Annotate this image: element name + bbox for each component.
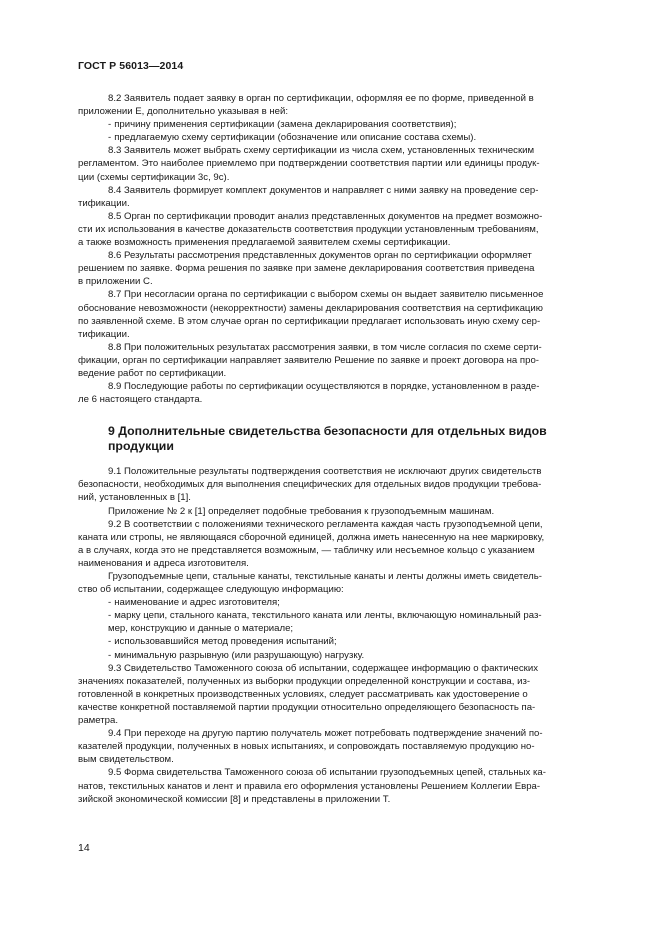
bullet-dash: - [108, 636, 112, 648]
list-item-text: наименование и адрес изготовителя; [114, 597, 280, 609]
list-item [78, 635, 616, 648]
bullet-dash: - [108, 119, 112, 131]
paragraph: Грузоподъемные цепи, стальные канаты, текстильные канаты и ленты должны иметь свидетель- ство об испытании, содержащее следующую информацию: [78, 571, 542, 596]
list-item [78, 609, 616, 635]
list-item-text: минимальную разрывную (или разрушающую) нагрузку. [114, 649, 365, 661]
list-item-text: использовавшийся метод проведения испытаний; [114, 636, 337, 648]
bullet-dash: - [108, 610, 112, 622]
section-8-body [78, 92, 616, 406]
paragraph: 9.5 Форма свидетельства Таможенного союза об испытании грузоподъемных цепей, стальных ка- натов, текстильных канатов и лент и правила его оформления установлены Решением Коллегии Евра- зийской экономической комиссии [8] и представлены в приложении Т. [78, 767, 546, 805]
document-header: ГОСТ Р 56013—2014 [78, 60, 184, 72]
paragraph: 8.7 При несогласии органа по сертификации с выбором схемы он выдает заявителю письменное обоснование невозможности (некорректности) замены декларирования соответствия на сертификацию по заявленной схеме. В этом случае орган по сертификации предлагает использовать иную схему сер- тификации. [78, 289, 544, 340]
bullet-dash: - [108, 132, 112, 144]
section-9-heading: 9 Дополнительные свидетельства безопасности для отдельных видов продукции [108, 424, 547, 454]
paragraph: 9.4 При переходе на другую партию получатель может потребовать подтверждение значений по- казателей продукции, полученных в новых испытаниях, и сопровождать поставляемую продукцию но- вым свидетельством. [78, 728, 543, 766]
paragraph: 9.1 Положительные результаты подтверждения соответствия не исключают других свидетельств безопасности, необходимых для выполнения специфических для отдельных видов продукции требова- ний, установленных в [1]. [78, 466, 542, 504]
bullet-dash: - [108, 597, 112, 609]
paragraph: 9.3 Свидетельство Таможенного союза об испытании, содержащее информацию о фактических значениях показателей, полученных из выборки продукции определенной конструкции и состава, из- готовленной в конкретных производственных условиях, следует рассматривать как удостоверение о качестве конкретной поставляемой партии продукции относительно определяющего безопасность па- раметра. [78, 662, 539, 727]
list-item [78, 596, 616, 609]
section-9-body [78, 465, 616, 805]
paragraph: 8.2 Заявитель подает заявку в орган по сертификации, оформляя ее по форме, приведенной в приложении Е, дополнительно указывая в ней: [78, 93, 534, 118]
document-body [78, 92, 616, 806]
paragraph: 8.4 Заявитель формирует комплект документов и направляет с ними заявку на проведение сер- тификации. [78, 184, 539, 209]
paragraph: 8.6 Результаты рассмотрения представленных документов орган по сертификации оформляет решением по заявке. Форма решения по заявке при замене декларирования соответствия приведена в приложении С. [78, 250, 535, 288]
paragraph: 9.2 В соответствии с положениями технического регламента каждая часть грузоподъемной цепи, каната или стропы, не являющаяся сборочной единицей, должна иметь нанесенную на нее маркировку, а в случаях, когда это не представляется возможным, — табличку или несъемное кольцо с указанием наименования и адреса изготовителя. [78, 518, 545, 569]
list-item-text: марку цепи, стального каната, текстильного каната или ленты, включающую номинальный раз- мер, конструкцию и данные о материале; [108, 610, 542, 635]
page-number: 14 [78, 842, 90, 854]
list-item-text: причину применения сертификации (замена декларирования соответствия); [114, 119, 457, 131]
paragraph: Приложение № 2 к [1] определяет подобные требования к грузоподъемным машинам. [108, 505, 495, 517]
list-item [78, 649, 616, 662]
paragraph: 8.9 Последующие работы по сертификации осуществляются в порядке, установленном в разде- ле 6 настоящего стандарта. [78, 381, 540, 406]
paragraph: 8.8 При положительных результатах рассмотрения заявки, в том числе согласия по схеме серти- фикации, орган по сертификации направляет заявителю Решение по заявке и проект договора на про- ведение работ по сертификации. [78, 341, 542, 379]
paragraph: 8.3 Заявитель может выбрать схему сертификации из числа схем, установленных техническим регламентом. Это наиболее приемлемо при подтверждении соответствия партии или единицы продук- ции (схемы сертификации 3с, 9с). [78, 145, 540, 183]
list-item [78, 131, 616, 144]
paragraph: 8.5 Орган по сертификации проводит анализ представленных документов на предмет возможно- сти их использования в качестве доказательств соответствия продукции установленным требованиям, а также возможность применения предлагаемой заявителем схемы сертификации. [78, 210, 543, 249]
bullet-dash: - [108, 649, 112, 661]
list-item-text: предлагаемую схему сертификации (обозначение или описание состава схемы). [114, 132, 477, 144]
list-item [78, 118, 616, 131]
